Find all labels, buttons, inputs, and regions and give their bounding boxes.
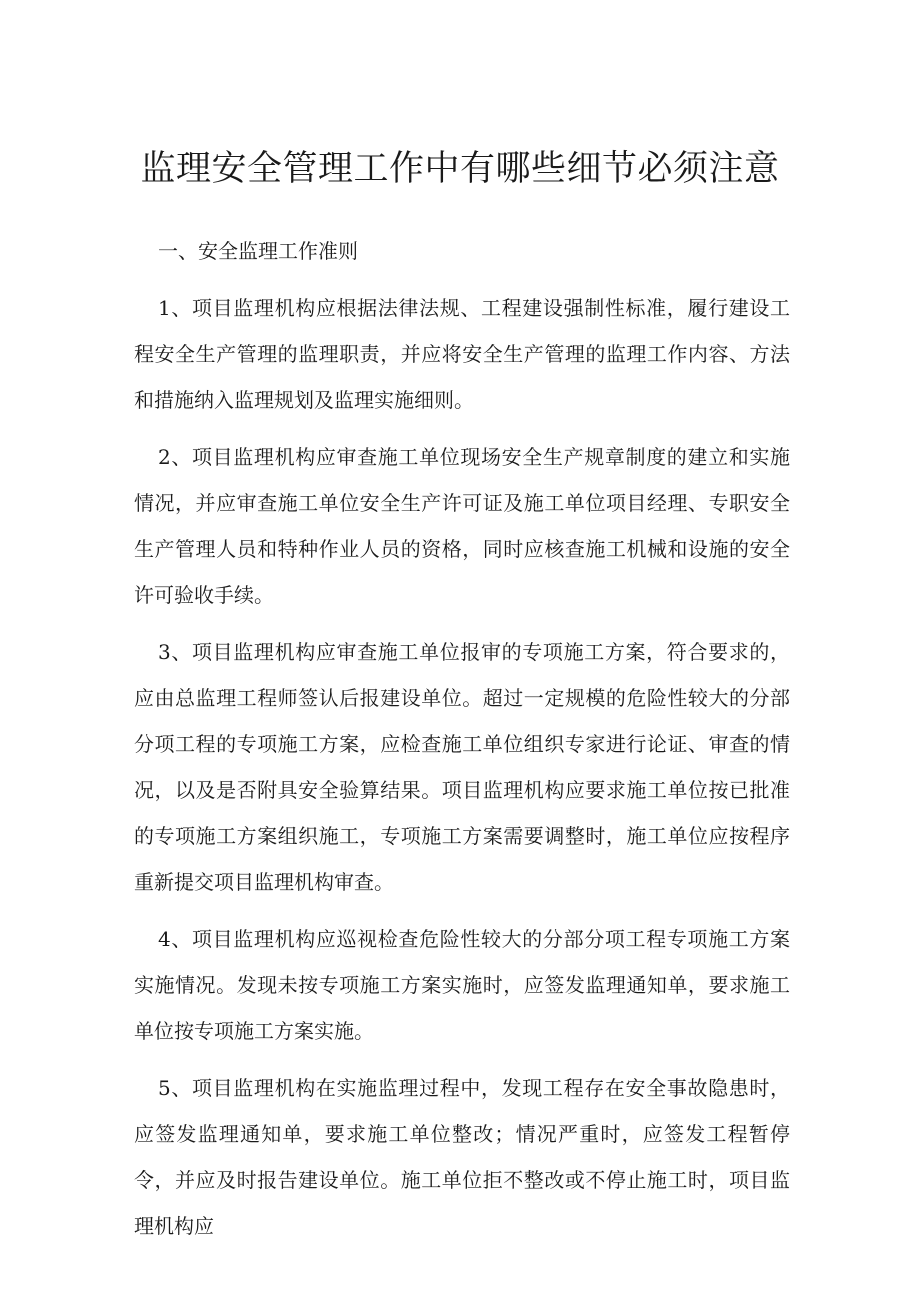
- paragraph-1: 1、项目监理机构应根据法律法规、工程建设强制性标准，履行建设工程安全生产管理的监理职责，并应将安全生产管理的监理工作内容、方法和措施纳入监理规划及监理实施细则。: [134, 296, 790, 412]
- paragraph-5: 5、项目监理机构在实施监理过程中，发现工程存在安全事故隐患时，应签发监理通知单，要求施工单位整改；情况严重时，应签发工程暂停令，并应及时报告建设单位。施工单位拒不整改或不停止施工时，项目监理机构应: [134, 1076, 790, 1238]
- paragraph-4: 4、项目监理机构应巡视检查危险性较大的分部分项工程专项施工方案实施情况。发现未按专项施工方案实施时，应签发监理通知单，要求施工单位按专项施工方案实施。: [134, 927, 790, 1043]
- paragraph-3: 3、项目监理机构应审查施工单位报审的专项施工方案，符合要求的，应由总监理工程师签认后报建设单位。超过一定规模的危险性较大的分部分项工程的专项施工方案，应检查施工单位组织专家进行论证、审查的情况，以及是否附具安全验算结果。项目监理机构应要求施工单位按已批准的专项施工方案组织施工，专项施工方案需要调整时，施工单位应按程序重新提交项目监理机构审查。: [134, 640, 790, 894]
- document-title: 监理安全管理工作中有哪些细节必须注意: [140, 149, 780, 189]
- paragraph-2: 2、项目监理机构应审查施工单位现场安全生产规章制度的建立和实施情况，并应审查施工单位安全生产许可证及施工单位项目经理、专职安全生产管理人员和特种作业人员的资格，同时应核查施工机械和设施的安全许可验收手续。: [134, 445, 790, 607]
- section-heading: 一、安全监理工作准则: [158, 239, 358, 263]
- document-body: [134, 228, 790, 1260]
